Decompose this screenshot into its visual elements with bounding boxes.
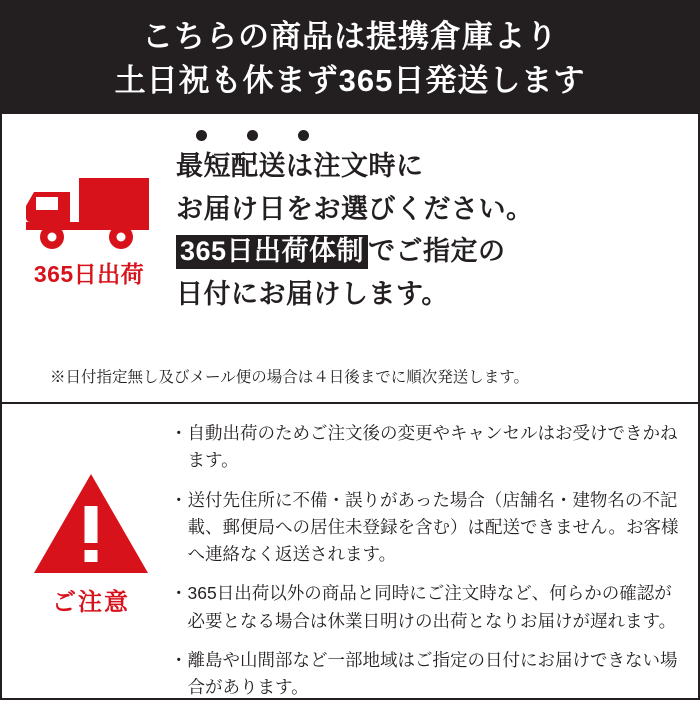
list-item	[170, 487, 684, 569]
caution-icon-block	[12, 418, 170, 617]
delivery-line-1: 最短配送は注文時に	[176, 151, 424, 181]
delivery-truck-icon	[26, 172, 152, 250]
decorative-dots	[176, 130, 684, 141]
delivery-highlight: 365日出荷体制	[176, 235, 368, 269]
bullet-icon: ・	[170, 489, 188, 510]
bullet-icon: ・	[170, 583, 188, 604]
delivery-line-2: お届け日をお選びください。	[176, 193, 534, 224]
bullet-icon: ・	[170, 423, 188, 443]
delivery-line-4: 日付にお届けします。	[176, 278, 449, 309]
delivery-body	[2, 114, 698, 362]
dot-2	[247, 130, 258, 141]
list-item	[170, 420, 684, 475]
bullet-icon: ・	[170, 650, 188, 671]
delivery-text	[176, 128, 698, 316]
header-line-2: 土日祝も休まず365日発送します	[114, 63, 586, 98]
banner-header	[2, 2, 698, 114]
caution-list	[170, 418, 684, 714]
truck-caption: 365日出荷	[33, 261, 145, 287]
caution-section	[2, 404, 698, 724]
delivery-note: ※日付指定無し及びメール便の場合は４日後までに順次発送します。	[50, 368, 529, 386]
delivery-line-3-rest: でご指定の	[368, 236, 506, 267]
caution-caption: ご注意	[52, 589, 130, 616]
list-item	[170, 580, 684, 635]
list-item-text: 送付先住所に不備・誤りがあった場合（店舗名・建物名の不記載、郵便局への居住未登録を含む）は配送できません。お客様へ連絡なく返送されます。	[187, 489, 679, 565]
list-item-text: 自動出荷のためご注文後の変更やキャンセルはお受けできかねます。	[187, 423, 678, 471]
delivery-line-3	[176, 230, 684, 273]
list-item	[170, 647, 684, 702]
header-line-1: こちらの商品は提携倉庫より	[142, 18, 558, 54]
dot-1	[196, 130, 207, 141]
truck-block	[2, 128, 176, 289]
warning-triangle-icon	[32, 472, 150, 576]
delivery-section	[2, 114, 698, 404]
list-item-text: 365日出荷以外の商品と同時にご注文時など、何らかの確認が必要となる場合は休業日明けの出荷となりお届けが遅れます。	[187, 583, 677, 631]
list-item-text: 離島や山間部など一部地域はご指定の日付にお届けできない場合があります。	[187, 650, 678, 698]
dot-3	[298, 130, 309, 141]
